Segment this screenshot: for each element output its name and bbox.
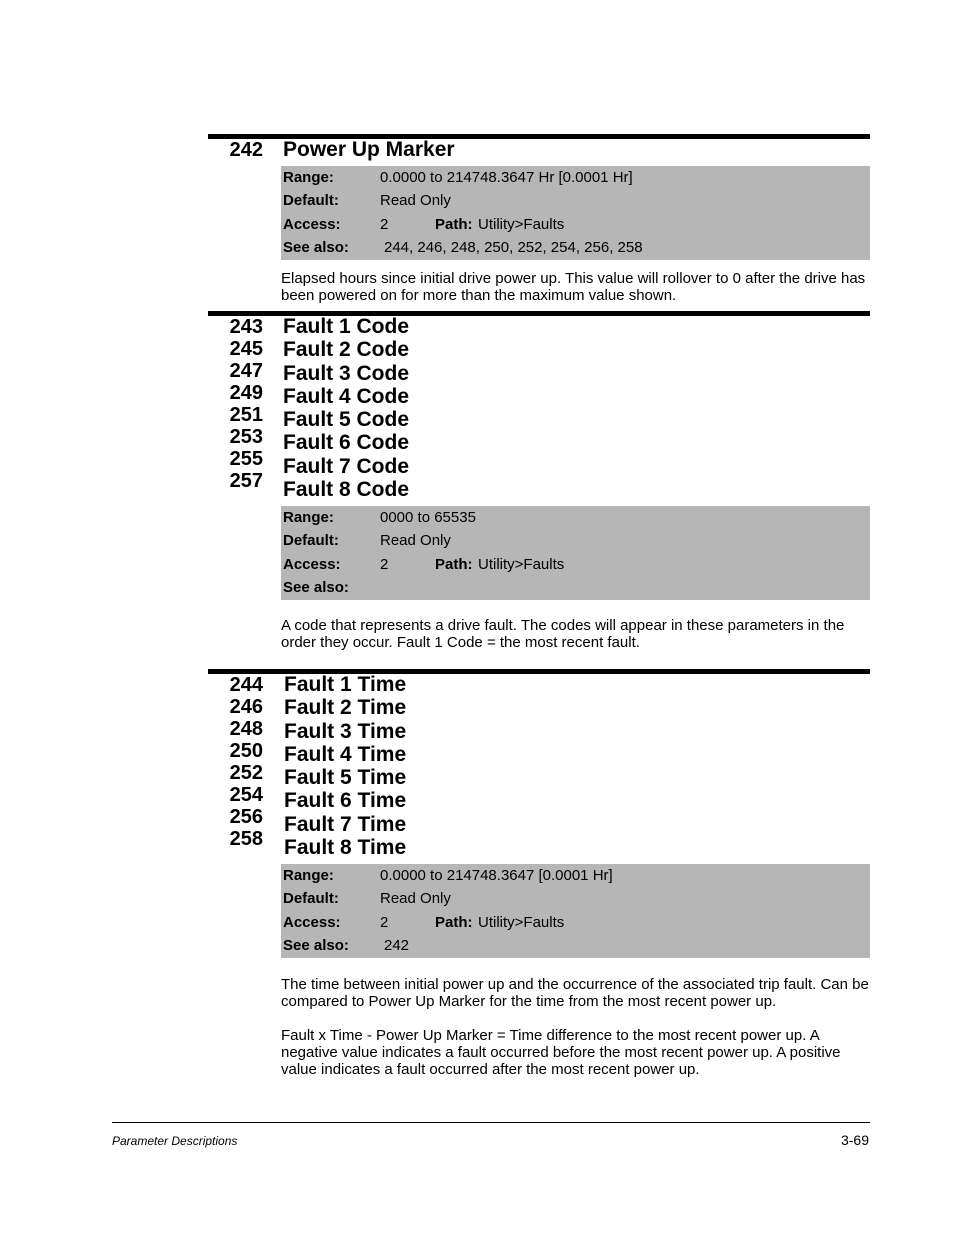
access-label: Access: <box>283 913 341 931</box>
range-value: 0.0000 to 214748.3647 [0.0001 Hr] <box>380 867 613 884</box>
parameter-title: Fault 7 Code <box>283 454 410 478</box>
parameter-titles <box>283 138 455 161</box>
default-row <box>281 529 870 552</box>
footer-rule <box>112 1122 870 1123</box>
description-paragraph: The time between initial power up and the occurrence of the associated trip fault. Can be compared to Power Up Marker for the time from the most recent power up. <box>281 976 869 1010</box>
parameter-title: Fault 2 Code <box>283 338 410 362</box>
parameter-number: 249 <box>229 382 263 404</box>
parameter-number: 255 <box>229 448 263 470</box>
parameter-numbers <box>208 139 263 161</box>
parameter-title: Fault 2 Time <box>284 696 407 720</box>
default-label: Default: <box>283 532 339 550</box>
parameter-description <box>281 270 870 304</box>
range-label: Range: <box>283 509 334 526</box>
access-row <box>281 553 870 576</box>
description-paragraph: Elapsed hours since initial drive power up. This value will rollover to 0 after the drive has been powered on for more than the maximum value shown. <box>281 270 866 304</box>
parameter-number: 245 <box>229 338 263 360</box>
description-paragraph: A code that represents a drive fault. The codes will appear in these parameters in the order they occur. Fault 1 Code = the most recent fault. <box>281 617 845 651</box>
parameter-title: Fault 4 Code <box>283 384 410 408</box>
access-row <box>281 213 870 236</box>
see-also-value: 244, 246, 248, 250, 252, 254, 256, 258 <box>384 239 643 257</box>
parameter-title: Fault 8 Code <box>283 478 410 502</box>
access-label: Access: <box>283 215 341 233</box>
range-value: 0000 to 65535 <box>380 509 476 526</box>
path-value: Utility>Faults <box>478 215 565 233</box>
access-row <box>281 911 870 934</box>
range-row <box>281 506 870 529</box>
parameter-titles <box>284 673 406 859</box>
default-value: Read Only <box>380 890 451 908</box>
footer-section-name: Parameter Descriptions <box>112 1134 238 1148</box>
parameter-number: 247 <box>229 360 263 382</box>
parameter-title: Fault 5 Time <box>284 766 407 790</box>
default-row <box>281 887 870 910</box>
see-also-label: See also: <box>283 937 349 955</box>
parameter-info-box <box>281 864 870 958</box>
parameter-info-box <box>281 506 870 600</box>
parameter-title: Fault 7 Time <box>284 812 407 836</box>
parameter-number: 244 <box>229 674 263 696</box>
default-value: Read Only <box>380 532 451 550</box>
parameter-titles <box>283 315 409 501</box>
parameter-number: 253 <box>229 426 263 448</box>
access-value: 2 <box>380 555 389 573</box>
parameter-title: Fault 6 Code <box>283 431 410 455</box>
parameter-number: 252 <box>229 762 263 784</box>
parameter-title: Fault 5 Code <box>283 408 410 432</box>
parameter-title: Fault 1 Time <box>284 673 407 696</box>
range-label: Range: <box>283 867 334 884</box>
parameter-info-box <box>281 166 870 260</box>
parameter-title: Fault 8 Time <box>284 836 407 860</box>
parameter-title: Fault 3 Time <box>284 719 407 743</box>
range-value: 0.0000 to 214748.3647 Hr [0.0001 Hr] <box>380 169 633 186</box>
parameter-number: 248 <box>229 718 263 740</box>
range-row <box>281 864 870 887</box>
see-also-row <box>281 576 870 599</box>
default-value: Read Only <box>380 192 451 210</box>
path-label: Path: <box>435 215 473 233</box>
see-also-value: 242 <box>384 937 410 955</box>
range-label: Range: <box>283 169 334 186</box>
parameter-number: 251 <box>229 404 263 426</box>
parameter-title: Fault 6 Time <box>284 789 407 813</box>
path-label: Path: <box>435 913 473 931</box>
parameter-number: 243 <box>229 316 263 338</box>
parameter-numbers <box>208 316 263 492</box>
path-value: Utility>Faults <box>478 913 565 931</box>
parameter-description <box>281 976 870 1078</box>
parameter-title: Fault 4 Time <box>284 742 407 766</box>
range-row <box>281 166 870 189</box>
see-also-label: See also: <box>283 239 349 257</box>
access-value: 2 <box>380 215 389 233</box>
parameter-number: 254 <box>229 784 263 806</box>
parameter-number: 246 <box>229 696 263 718</box>
parameter-number: 256 <box>229 806 263 828</box>
path-value: Utility>Faults <box>478 555 565 573</box>
parameter-number: 257 <box>229 470 263 492</box>
page-number: 3-69 <box>840 1132 869 1148</box>
parameter-description <box>281 617 870 651</box>
default-label: Default: <box>283 890 339 908</box>
path-label: Path: <box>435 555 473 573</box>
parameter-title: Power Up Marker <box>283 138 455 161</box>
see-also-row <box>281 934 870 957</box>
description-paragraph: Fault x Time - Power Up Marker = Time difference to the most recent power up. A negative value indicates a fault occurred before the most recent power up. A positive value indicates a fault occurred after the most recent power up. <box>281 1027 841 1078</box>
default-label: Default: <box>283 192 339 210</box>
parameter-number: 250 <box>229 740 263 762</box>
access-label: Access: <box>283 555 341 573</box>
default-row <box>281 189 870 212</box>
see-also-row <box>281 236 870 259</box>
parameter-title: Fault 3 Code <box>283 361 410 385</box>
see-also-label: See also: <box>283 579 349 597</box>
parameter-number: 258 <box>229 828 263 850</box>
parameter-title: Fault 1 Code <box>283 315 410 338</box>
access-value: 2 <box>380 913 389 931</box>
parameter-numbers <box>208 674 263 850</box>
parameter-number: 242 <box>229 139 263 161</box>
